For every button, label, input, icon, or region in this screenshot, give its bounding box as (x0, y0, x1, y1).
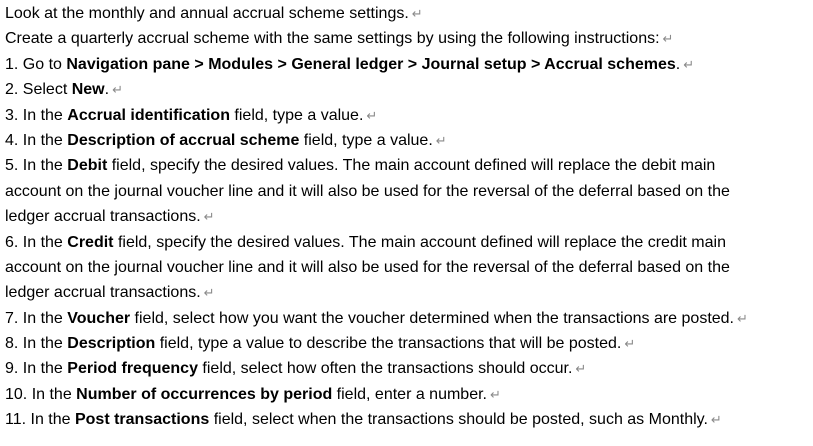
step-text: 3. In the (5, 106, 68, 124)
step-text: . (104, 81, 110, 99)
step-text: field, type a value. (229, 106, 364, 124)
create-text: Create a quarterly accrual scheme with the same settings by using the following instructions: (5, 30, 660, 48)
step-keyword: Debit (67, 157, 108, 175)
step-text: field, select how often the transactions should occur. (197, 360, 573, 378)
paragraph-mark-icon: ↵ (710, 412, 722, 428)
paragraph-mark-icon: ↵ (435, 132, 447, 148)
step-11 (5, 407, 813, 432)
paragraph-mark-icon: ↵ (624, 336, 636, 352)
step-text: 5. In the (5, 157, 68, 175)
step-10 (5, 382, 813, 407)
paragraph-mark-icon: ↵ (683, 56, 695, 72)
paragraph-mark-icon: ↵ (366, 107, 378, 123)
intro-line (5, 1, 813, 26)
step-6-end (5, 280, 813, 305)
paragraph-mark-icon: ↵ (112, 82, 123, 98)
step-text: field, select how you want the voucher determined when the transactions are posted. (130, 309, 734, 327)
step-text: 11. In the (5, 411, 75, 429)
step-8 (5, 331, 813, 356)
step-text: account on the journal voucher line and it will also be used for the reversal of the deferral based on the (5, 258, 730, 276)
paragraph-mark-icon: ↵ (203, 209, 215, 225)
step-6 (5, 230, 813, 255)
step-keyword: Description of accrual scheme (67, 131, 300, 149)
step-keyword: Number of occurrences by period (76, 385, 333, 403)
step-text: field, specify the desired values. The main account defined will replace the debit main (107, 157, 716, 175)
step-3 (5, 103, 813, 128)
navigation-path: Navigation pane > Modules > General ledger > Journal setup > Accrual schemes (66, 55, 676, 73)
step-text: field, type a value to describe the transactions that will be posted. (155, 335, 622, 353)
step-text: 2. Select (5, 81, 72, 99)
step-text: 6. In the (5, 233, 68, 251)
step-text: ledger accrual transactions. (5, 208, 201, 226)
step-keyword: New (71, 81, 105, 99)
step-text: field, enter a number. (332, 385, 487, 403)
paragraph-mark-icon: ↵ (203, 285, 215, 301)
step-1 (5, 52, 813, 77)
step-text: field, select when the transactions should be posted, such as Monthly. (209, 411, 708, 429)
step-9 (5, 356, 813, 381)
step-5 (5, 153, 813, 178)
paragraph-mark-icon: ↵ (490, 386, 501, 402)
step-text: 10. In the (5, 385, 77, 403)
step-text: 4. In the (5, 131, 68, 149)
step-keyword: Credit (67, 233, 114, 251)
step-text: 9. In the (5, 360, 68, 378)
step-keyword: Period frequency (67, 360, 198, 378)
step-text: field, specify the desired values. The main account defined will replace the credit main (113, 233, 726, 251)
paragraph-mark-icon: ↵ (411, 6, 423, 21)
step-keyword: Accrual identification (67, 106, 230, 124)
paragraph-mark-icon: ↵ (737, 310, 748, 326)
intro-text: Look at the monthly and annual accrual scheme settings. (5, 5, 409, 22)
step-text: 8. In the (5, 335, 68, 353)
step-text: 7. In the (5, 309, 68, 327)
paragraph-mark-icon: ↵ (575, 361, 587, 377)
step-keyword: Description (67, 335, 156, 353)
step-text: field, type a value. (299, 131, 433, 149)
step-keyword: Post transactions (74, 411, 210, 429)
step-5-continued (5, 179, 813, 204)
step-text: account on the journal voucher line and it will also be used for the reversal of the deferral based on the (5, 182, 730, 200)
step-text: 1. Go to (5, 55, 67, 73)
step-7 (5, 306, 813, 331)
step-4 (5, 128, 813, 153)
step-text: . (675, 55, 681, 73)
step-6-continued (5, 255, 813, 280)
step-keyword: Voucher (67, 309, 131, 327)
create-line (5, 26, 813, 51)
step-5-end (5, 204, 813, 229)
step-text: ledger accrual transactions. (5, 284, 201, 302)
paragraph-mark-icon: ↵ (662, 31, 674, 47)
step-2 (5, 77, 813, 102)
